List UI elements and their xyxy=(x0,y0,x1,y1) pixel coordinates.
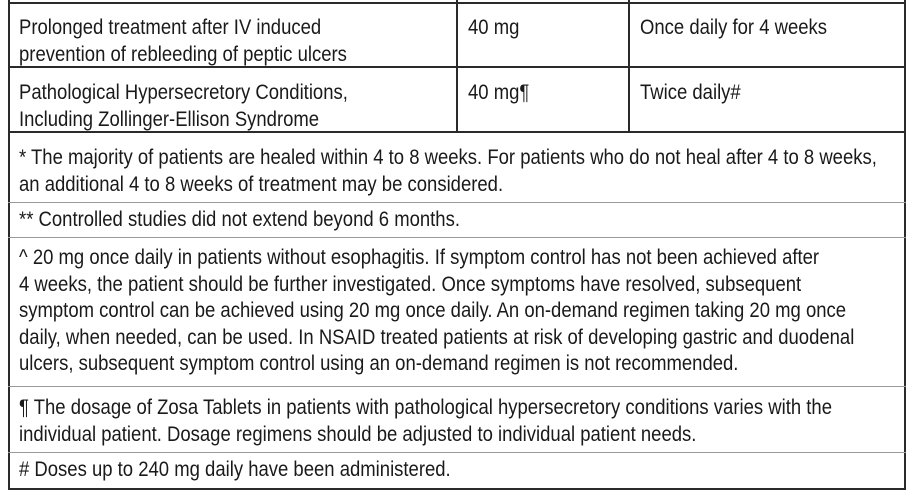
footnote-line: ^ 20 mg once daily in patients without esophagitis. If symptom control has not been achieved after xyxy=(19,245,820,269)
footnote-pilcrow xyxy=(19,394,832,447)
table-row xyxy=(19,14,347,68)
indication-cell: Including Zollinger-Ellison Syndrome xyxy=(19,107,320,131)
footnote-line: # Doses up to 240 mg daily have been administered. xyxy=(19,457,451,481)
table-row xyxy=(19,79,348,133)
footnote-asterisk xyxy=(19,144,877,197)
indication-cell: prevention of rebleeding of peptic ulcers xyxy=(19,42,347,66)
footnote-double-asterisk xyxy=(19,206,460,233)
dose-cell: 40 mg xyxy=(468,15,520,39)
footnote-line: individual patient. Dosage regimens should be adjusted to individual patient needs. xyxy=(19,421,697,446)
footnote-line: an additional 4 to 8 weeks of treatment may be considered. xyxy=(19,171,504,196)
footnote-separator xyxy=(8,386,906,387)
frequency-cell: Once daily for 4 weeks xyxy=(640,15,828,39)
footnote-caret xyxy=(19,244,854,377)
footnote-separator xyxy=(8,452,906,453)
footnote-line: ulcers, subsequent symptom control using an on-demand regimen is not recommended. xyxy=(19,351,739,375)
footnote-separator xyxy=(8,237,906,238)
footnote-separator xyxy=(8,202,906,203)
footnote-line: symptom control can be achieved using 20 mg once daily. An on-demand regimen taking 20 mg once xyxy=(19,298,847,322)
footnote-hash xyxy=(19,456,451,483)
footnote-line: ¶ The dosage of Zosa Tablets in patients with pathological hypersecretory conditions varies with the xyxy=(19,395,832,419)
footnote-line: daily, when needed, can be used. In NSAID treated patients at risk of developing gastric and duodenal xyxy=(19,324,855,349)
footnote-line: 4 weeks, the patient should be further investigated. Once symptoms have resolved, subsequent xyxy=(19,271,802,296)
footnote-line: * The majority of patients are healed within 4 to 8 weeks. For patients who do not heal after 4 to 8 weeks, xyxy=(19,145,877,169)
footnote-line: ** Controlled studies did not extend beyond 6 months. xyxy=(19,207,460,231)
indication-cell: Prolonged treatment after IV induced xyxy=(19,15,322,39)
frequency-cell: Twice daily# xyxy=(640,80,741,104)
indication-cell: Pathological Hypersecretory Conditions, xyxy=(19,80,348,104)
dose-cell: 40 mg¶ xyxy=(468,80,530,104)
